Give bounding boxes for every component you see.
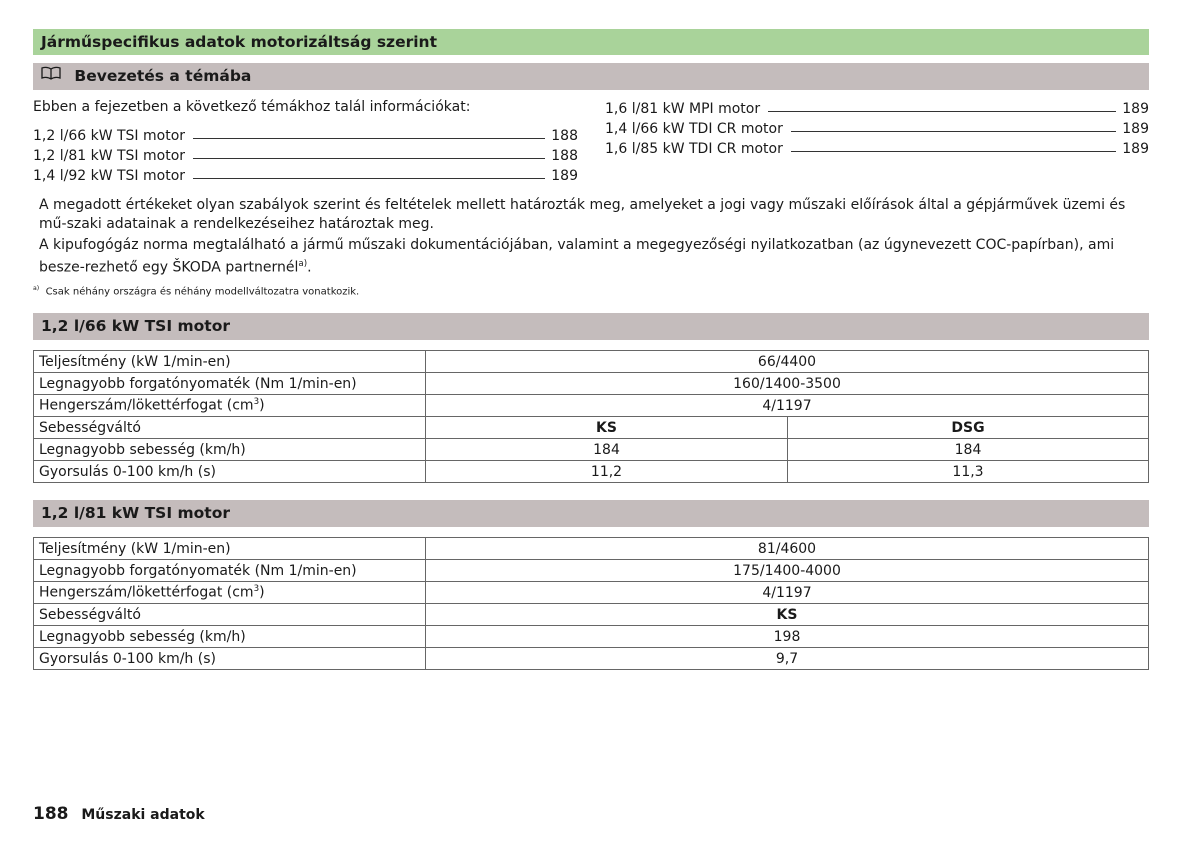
toc-item[interactable] bbox=[605, 97, 1149, 117]
toc-item-label: 1,2 l/81 kW TSI motor bbox=[33, 148, 186, 164]
engine1-title: 1,2 l/66 kW TSI motor bbox=[41, 317, 230, 335]
acceleration-value: 9,7 bbox=[426, 648, 1149, 670]
toc-right bbox=[605, 97, 1149, 157]
engine2-title-bar bbox=[33, 500, 1149, 527]
gearbox-ks: KS bbox=[426, 417, 788, 439]
power-value: 81/4600 bbox=[426, 538, 1149, 560]
cylinder-label-text: Hengerszám/lökettérfogat (cm bbox=[39, 397, 254, 414]
engine1-title-bar bbox=[33, 313, 1149, 340]
engine2-title: 1,2 l/81 kW TSI motor bbox=[41, 504, 230, 522]
cylinder-label-sup: 3 bbox=[253, 397, 260, 408]
toc-item-label: 1,4 l/92 kW TSI motor bbox=[33, 168, 186, 184]
intro-title: Bevezetés a témába bbox=[74, 67, 252, 85]
acceleration-label: Gyorsulás 0-100 km/h (s) bbox=[34, 461, 426, 483]
toc-item-page: 189 bbox=[551, 168, 578, 184]
engine1-spec-table bbox=[33, 350, 1149, 483]
toc-left bbox=[33, 124, 578, 184]
torque-label: Legnagyobb forgatónyomaték (Nm 1/min-en) bbox=[34, 373, 426, 395]
toc-leader bbox=[193, 158, 545, 159]
acceleration-dsg: 11,3 bbox=[788, 461, 1149, 483]
toc-item-label: 1,6 l/85 kW TDI CR motor bbox=[605, 141, 783, 157]
torque-value: 160/1400-3500 bbox=[426, 373, 1149, 395]
intro-paragraph-2: A kipufogógáz norma megtalálható a jármű műszaki dokumentációjában, valamint a megegyezőségi nyilatkozatban (az úgynevezett COC-papírban), ami besze-rezhető egy ŠKODA partnernél$^{a)}$. bbox=[39, 237, 1115, 276]
intro-paragraph-2-text: A kipufogógáz norma megtalálható a jármű műszaki dokumentációjában, valamint a megegyezőségi nyilatkozatban (az úgynevezett COC-papírban), ami besze-rezhető egy ŠKODA partnernél bbox=[39, 237, 1115, 276]
top-speed-value: 198 bbox=[426, 626, 1149, 648]
intro-paragraph-1: A megadott értékeket olyan szabályok szerint és feltételek mellett határozták meg, amelyeket a jogi vagy műszaki előírások által a gépjárművek üzemi és mű-szaki adatainak a rendelkezéseihez határoztak meg. bbox=[39, 197, 1126, 232]
table-row bbox=[34, 538, 1149, 560]
toc-leader bbox=[193, 178, 545, 179]
top-speed-dsg: 184 bbox=[788, 439, 1149, 461]
top-speed-label: Legnagyobb sebesség (km/h) bbox=[34, 439, 426, 461]
toc-leader bbox=[768, 111, 1116, 112]
toc-item-page: 189 bbox=[1122, 121, 1149, 137]
table-row bbox=[34, 417, 1149, 439]
torque-value: 175/1400-4000 bbox=[426, 560, 1149, 582]
cylinder-value: 4/1197 bbox=[426, 582, 1149, 604]
toc-item[interactable] bbox=[605, 117, 1149, 137]
table-row bbox=[34, 351, 1149, 373]
table-row bbox=[34, 461, 1149, 483]
power-label: Teljesítmény (kW 1/min-en) bbox=[34, 351, 426, 373]
footnote-text: Csak néhány országra és néhány modellváltozatra vonatkozik. bbox=[45, 286, 360, 298]
table-row bbox=[34, 395, 1149, 417]
section-title-bar bbox=[33, 29, 1149, 55]
table-row bbox=[34, 582, 1149, 604]
power-value: 66/4400 bbox=[426, 351, 1149, 373]
intro-lead: Ebben a fejezetben a következő témákhoz talál információkat: bbox=[33, 99, 471, 115]
table-row bbox=[34, 626, 1149, 648]
intro-title-bar bbox=[33, 63, 1149, 90]
cylinder-label-text: Hengerszám/lökettérfogat (cm bbox=[39, 584, 254, 601]
gearbox-dsg: DSG bbox=[788, 417, 1149, 439]
toc-item-page: 189 bbox=[1122, 101, 1149, 117]
table-row bbox=[34, 648, 1149, 670]
toc-leader bbox=[791, 131, 1116, 132]
power-label: Teljesítmény (kW 1/min-en) bbox=[34, 538, 426, 560]
toc-item-label: 1,2 l/66 kW TSI motor bbox=[33, 128, 186, 144]
footnote-mark: a) bbox=[33, 285, 40, 292]
table-row bbox=[34, 373, 1149, 395]
engine2-spec-table bbox=[33, 537, 1149, 670]
gearbox-label: Sebességváltó bbox=[34, 417, 426, 439]
toc-item[interactable] bbox=[33, 124, 578, 144]
cylinder-label bbox=[34, 582, 426, 604]
acceleration-label: Gyorsulás 0-100 km/h (s) bbox=[34, 648, 426, 670]
acceleration-ks: 11,2 bbox=[426, 461, 788, 483]
toc-leader bbox=[193, 138, 545, 139]
table-row bbox=[34, 439, 1149, 461]
cylinder-label-close: ) bbox=[259, 397, 265, 414]
cylinder-label-sup: 3 bbox=[253, 584, 260, 595]
torque-label: Legnagyobb forgatónyomaték (Nm 1/min-en) bbox=[34, 560, 426, 582]
cylinder-label bbox=[34, 395, 426, 417]
toc-item-page: 189 bbox=[1122, 141, 1149, 157]
toc-item-page: 188 bbox=[551, 148, 578, 164]
cylinder-label-close: ) bbox=[259, 584, 265, 601]
table-row bbox=[34, 560, 1149, 582]
gearbox-ks: KS bbox=[426, 604, 1149, 626]
toc-leader bbox=[791, 151, 1116, 152]
top-speed-ks: 184 bbox=[426, 439, 788, 461]
section-title: Járműspecifikus adatok motorizáltság szerint bbox=[41, 33, 437, 51]
book-icon bbox=[41, 62, 61, 89]
footnote bbox=[33, 285, 359, 297]
toc-item[interactable] bbox=[33, 144, 578, 164]
page-number: 188 bbox=[33, 804, 69, 824]
table-row bbox=[34, 604, 1149, 626]
toc-item-label: 1,6 l/81 kW MPI motor bbox=[605, 101, 761, 117]
page-footer bbox=[33, 804, 205, 824]
footnote-reference: a) bbox=[298, 259, 308, 269]
toc-item-label: 1,4 l/66 kW TDI CR motor bbox=[605, 121, 783, 137]
cylinder-value: 4/1197 bbox=[426, 395, 1149, 417]
toc-item[interactable] bbox=[605, 137, 1149, 157]
gearbox-label: Sebességváltó bbox=[34, 604, 426, 626]
toc-item[interactable] bbox=[33, 164, 578, 184]
toc-item-page: 188 bbox=[551, 128, 578, 144]
top-speed-label: Legnagyobb sebesség (km/h) bbox=[34, 626, 426, 648]
chapter-name: Műszaki adatok bbox=[81, 807, 205, 823]
